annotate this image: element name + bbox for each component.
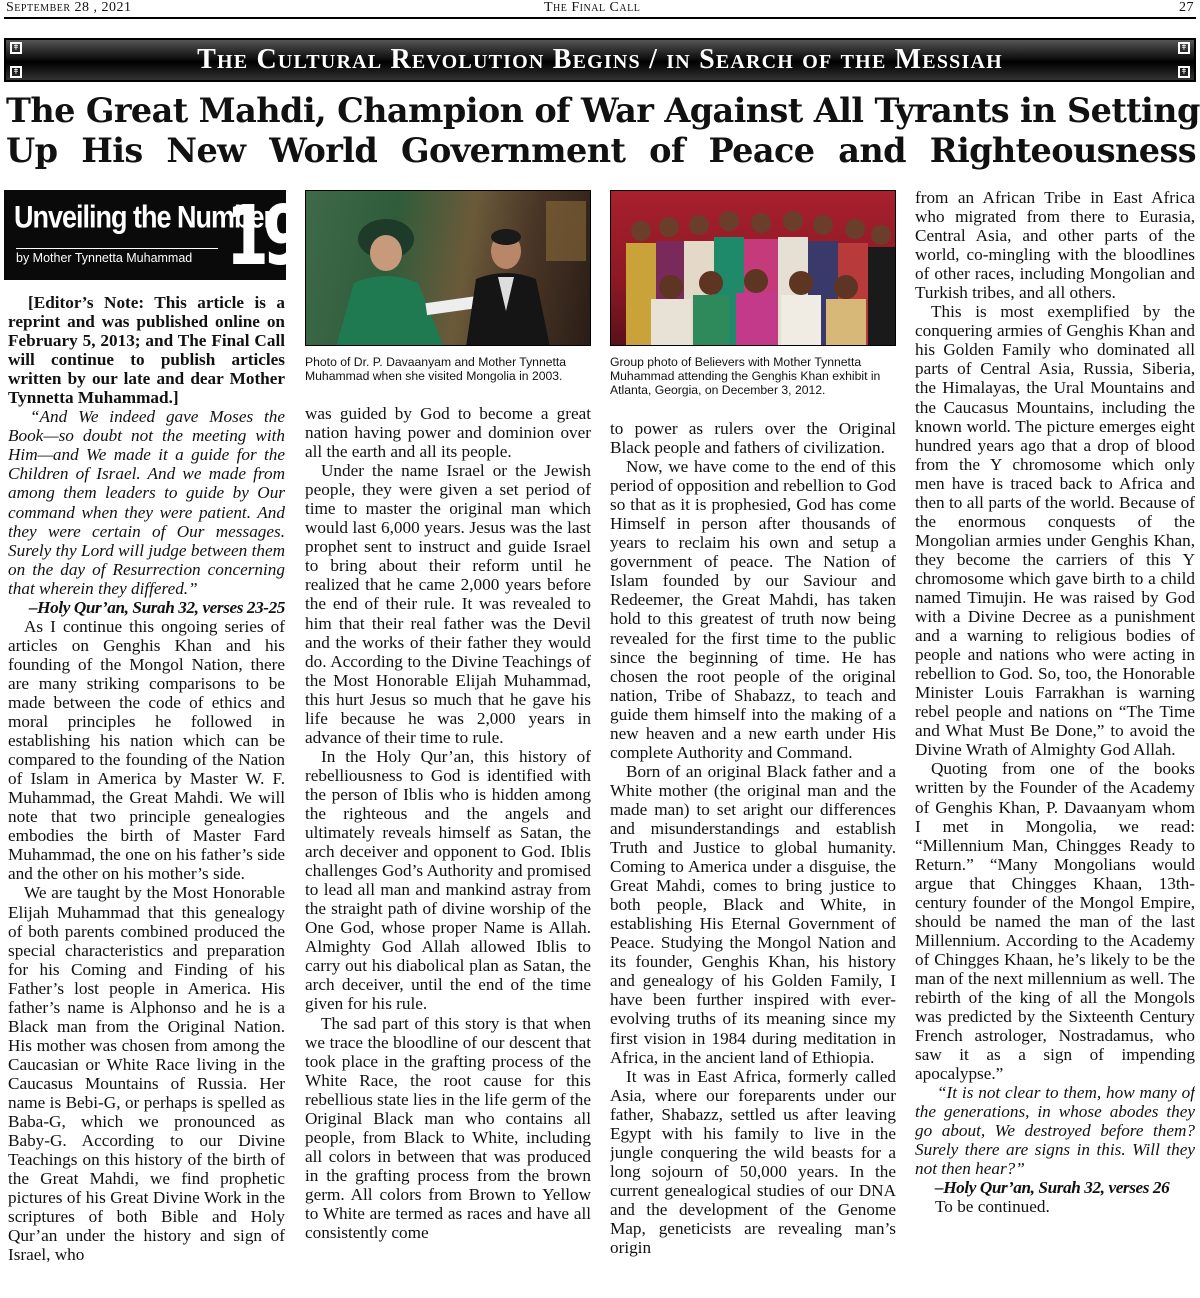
column-logo-byline: by Mother Tynnetta Muhammad [16, 248, 218, 265]
article-paragraph: We are taught by the Most Honorable Elijah Muhammad that this genealogy of both parents combined produced the special characteristics and preparation for his Coming and Finding of his Father’s lost people in America. His father’s name is Alphonso and he is a Black man from the Original Nation. His mother was chosen from among the Caucasian or White Race living in the Caucasus Mountains of Russia. Her name is Bebi-G, or perhaps is spelled as Baba-G, which we pronounced as Baby-G. According to our Divine Teachings on this history of the birth of the Great Mahdi, we find prophetic pictures of his Great Divine Work in the scriptures of both Bible and Holy Qur’an under the history and sign of Israel, who [8, 883, 285, 1265]
photo-mongolia-visit [305, 190, 591, 346]
headline-line-2: Up His New World Government of Peace and Righteousness [6, 131, 1196, 170]
article-paragraph: from an African Tribe in East Africa who migrated from there to Eurasia, Central Asia, and other parts of the world, co-mingling with the bloodlines of other races, including Mongolian and Turkish tribes, and all others. [915, 188, 1195, 303]
to-be-continued: To be continued. [935, 1197, 1050, 1217]
column-logo [4, 189, 300, 284]
page-header [4, 0, 1196, 19]
article-paragraph: Quoting from one of the books written by the Founder of the Academy of Genghis Khan, P. Davaanyam whom I met in Mongolia, we read: “Millennium Man, Chingges Ready to Return.” “Many Mongolians would argue that Chingges Khaan, 13th-century founder of the Mongol Empire, should be named the man of the last Millennium. According to the Academy of Chingges Khaan, he’s likely to be the man of the next millennium as well. The rebirth of the king of all the Mongols was predicted by the Sixteenth Century French astrologer, Nostradamus, who saw it as a sign of impending apocalypse.” [915, 759, 1195, 1084]
article-column-1 [8, 293, 285, 1298]
article-paragraph: Now, we have come to the end of this period of opposition and rebellion to God so that as it is prophesied, God has come Himself in person after thousands of years to reclaim his own and setup a government of peace. The Nation of Islam founded by our Saviour and Redeemer, the Great Mahdi, has taken hold to this greatest of truth now being revealed for the first time to the public since the beginning of time. He has chosen the root people of the original nation, Tribe of Shabazz, to teach and guide them himself into the making of a new heaven and a new earth under His complete Authority and Command. [610, 457, 896, 762]
publication-name: The Final Call [544, 0, 641, 15]
photo-caption-1: Photo of Dr. P. Davaanyam and Mother Tynnetta Muhammad when she visited Mongolia in 2003. [305, 355, 567, 383]
ornament-icon: ǂ [1178, 42, 1190, 54]
article-paragraph: Under the name Israel or the Jewish people, they were given a set period of time to master the original man which would last 6,000 years. Jesus was the last prophet sent to instruct and guide Israel to bring about their reform until he realized that he came 2,000 years before the end of their rule. It was revealed to him that their real father was the Devil and the works of their father they would do. According to the Divine Teachings of the Most Honorable Elijah Muhammad, this hurt Jesus so much that he gave his life because he was 2,000 years in advance of their time to rule. [305, 461, 591, 747]
column-logo-title: Unveiling the Number [14, 199, 274, 235]
photo-mongolia-visit-image [306, 191, 591, 346]
article-paragraph: The sad part of this story is that when we trace the bloodline of our descent that took place in the grafting process of the White Race, the root cause for this rebellious state lies in the life germ of the Original Black man who contains all people, from Black to White, including all colors in between that was produced in the grafting process from the brown germ. All colors from Brown to Yellow to White are termed as races and have all consistently come [305, 1013, 591, 1243]
article-paragraph: Born of an original Black father and a White mother (the original man and the made man) to set aright our differences and misunderstandings and establish Truth and Justice to global humanity. Coming to America under a disguise, the Great Mahdi, comes to bring justice to both people, Black and White, in establishing His Eternal Government of Peace. Studying the Mongol Nation and its founder, Genghis Khan, his history and genealogy of his Golden Family, I have been further inspired with ever-evolving truths of its meaning since my first vision in 1984 during meditation in Africa, in the ancient land of Ethiopia. [610, 761, 896, 1067]
article-paragraph: was guided by God to become a great nation having power and dominion over all the earth and all its people. [305, 404, 591, 462]
issue-date: September 28 , 2021 [6, 0, 132, 15]
opening-quote: “And We indeed gave Moses the Book—so doubt not the meeting with Him—and We made it a guide for the Children of Israel. And we made from among them leaders to guide by Our command when they were patient. And they were certain of Our messages. Surely thy Lord will judge between them on the day of Resurrection concerning that wherein they differed.” [8, 407, 285, 598]
article-paragraph: to power as rulers over the Original Black people and fathers of civilization. [610, 419, 896, 458]
photo-caption-2: Group photo of Believers with Mother Tynnetta Muhammad attending the Genghis Khan exhibit in Atlanta, Georgia, on December 3, 2012. [610, 355, 881, 397]
article-paragraph: In the Holy Qur’an, this history of rebelliousness to God is identified with the person of Iblis who is hidden among the righteous and the angels and ultimately reveals himself as Satan, the arch deceiver and opponent to God. Iblis challenges God’s Authority and promised to lead all man and mankind astray from the straight path of divine worship of the One God, whose proper Name is Allah. Almighty God Allah allowed Iblis to carry out his diabolical plan as Satan, the arch deceiver, until the end of the time given for his rule. [305, 746, 591, 1014]
closing-quote: “It is not clear to them, how many of the generations, in whose abodes they go about, We destroyed before them? Surely there are signs in this. Will they not then hear?” [915, 1083, 1195, 1179]
banner-title: The Cultural Revolution Begins / in Search of the Messiah [197, 44, 1003, 75]
photo-group-atlanta [610, 190, 896, 346]
ornament-icon: ǂ [1178, 66, 1190, 78]
ornament-icon: ǂ [10, 42, 22, 54]
section-banner [4, 38, 1196, 82]
article-column-2 [305, 404, 591, 1298]
article-paragraph: This is most exemplified by the conquering armies of Genghis Khan and his Golden Family who dominated all parts of Central Asia, Russia, Siberia, the Himalayas, the Ural Mountains and the Caucasus Mountains, including the known world. The picture emerges eight hundred years ago that a drop of blood from the Y chromosome which only men have is traced back to Africa and then to all parts of the world. Because of the enormous conquests of the Mongolian armies under Genghis Khan, they become the carriers of this Y chromosome which gave birth to a child named Timujin. He was raised by God with a Divine Decree as a punishment and a warning to religious bodies of people and nations who were acting in rebellion to God. So, too, the Honorable Minister Louis Farrakhan is warning rebel people and nations on “The Time and What Must Be Done,” to avoid the Divine Wrath of Almighty God Allah. [915, 302, 1195, 760]
column-logo-number: 19 [226, 189, 300, 284]
article-column-3 [610, 419, 896, 1298]
editors-note: [Editor’s Note: This article is a reprint and was published online on February 5, 2013; and The Final Call will continue to publish articles written by our late and dear Mother Tynnetta Muhammad.] [8, 293, 285, 408]
opening-quote-source: –Holy Qur’an, Surah 32, verses 23-25 [28, 597, 285, 617]
photo-group-atlanta-image [611, 191, 896, 346]
article-paragraph: As I continue this ongoing series of articles on Genghis Khan and his founding of the Mongol Nation, there are many striking comparisons to be made between the code of ethics and moral principles he followed in establishing his nation which can be compared to the founding of the Nation of Islam in America by Master W. F. Muhammad, the Great Mahdi. We will note that two principle genealogies embodies the birth of Master Fard Muhammad, the one on his father’s side and the other on his mother’s side. [8, 616, 285, 884]
headline-line-1: The Great Mahdi, Champion of War Against All Tyrants in Setting [6, 91, 1200, 130]
article-column-4 [915, 188, 1195, 1298]
ornament-icon: ǂ [10, 66, 22, 78]
closing-quote-source: –Holy Qur’an, Surah 32, verses 26 [935, 1178, 1170, 1198]
page-number: 27 [1179, 0, 1194, 15]
article-paragraph: It was in East Africa, formerly called Asia, where our foreparents under our father, Shabazz, settled us after leaving Egypt with his family to live in the jungle conquering the wild beasts for a long sojourn of 50,000 years. In the current genealogical studies of our DNA and the development of the Genome Map, geneticists are revealing man’s origin [610, 1066, 896, 1258]
